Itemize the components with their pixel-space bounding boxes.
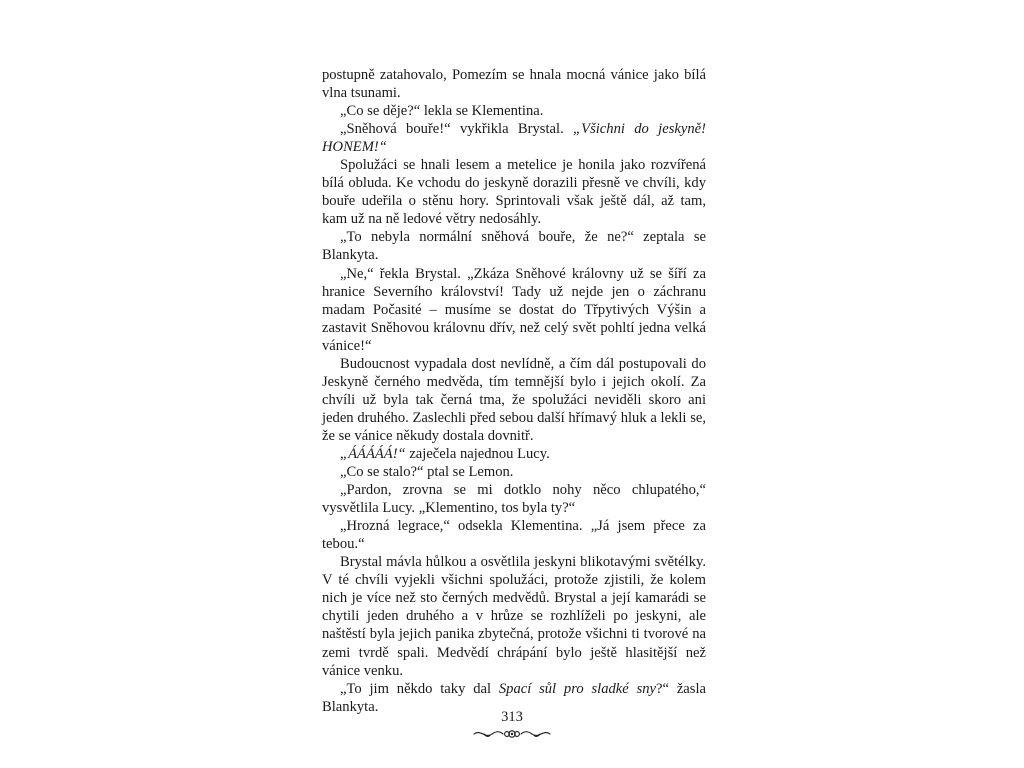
paragraph [322,156,706,228]
paragraph [322,102,706,120]
text-run: ?“ žasla Blankyta. [322,680,706,715]
paragraph [322,228,706,264]
text-run: Spolužáci se hnali lesem a metelice je honila jako rozvířená bílá obluda. Ke vchodu do jeskyně dorazili přesně ve chvíli, kdy bouře udeřila o stěnu hory. Sprintovali však ještě dál, až tam, kam už na ně ledové větry nedosáhly. [322,157,706,228]
italic-text: Spací sůl pro sladké sny [498,680,657,697]
paragraph [322,355,706,445]
paragraph [322,553,706,679]
text-run: „Sněhová bouře!“ vykřikla Brystal. [340,121,574,138]
text-run: „To nebyla normální sněhová bouře, že ne?“ zeptala se Blankyta. [322,229,706,264]
text-run: „To jim někdo taky dal [340,680,499,697]
text-run: zaječela najednou Lucy. [405,445,550,462]
italic-text: „Všichni do jeskyně! HONEM!“ [322,121,706,156]
text-run: „Co se děje?“ lekla se Klementina. [340,103,544,120]
paragraph [322,445,706,463]
text-run: „Co se stalo?“ ptal se Lemon. [340,464,514,481]
paragraph [322,517,706,553]
paragraph [322,463,706,481]
paragraph [322,265,706,355]
italic-text: „ÁÁÁÁÁ!“ [340,445,406,462]
text-run: „Pardon, zrovna se mi dotklo nohy něco chlupatého,“ vysvětlila Lucy. „Klementino, tos byla ty?“ [322,482,706,517]
text-run: Budoucnost vypadala dost nevlídně, a čím dál postupovali do Jeskyně černého medvěda, tím temnější bylo i jejich okolí. Za chvíli už byla tak černá tma, že spolužáci neviděli skoro ani jeden druhého. Zaslechli před sebou další hřímavý hluk a lekli se, že se vánice někudy dostala dovnitř. [322,355,706,444]
text-run: Brystal mávla hůlkou a osvětlila jeskyni blikotavými světélky. V té chvíli vyjekli všichni spolužáci, protože zjistili, že kolem nich je více než sto černých medvědů. Brystal a její kamarádi se chytili jeden druhého a v hrůze se rozhlíželi po jeskyni, ale naštěstí byla jejich panika zbytečná, protože všichni ti tvorové na zemi tvrdě spali. Medvědí chrápání bylo ještě hlasitější než vánice venku. [322,554,706,679]
text-run: „Ne,“ řekla Brystal. „Zkáza Sněhové královny už se šíří za hranice Severního království! Tady už nejde jen o záchranu madam Počasité – musíme se dostat do Třpytivých Výšin a zastavit Sněhovou královnu dřív, než celý svět pohltí jedna velká vánice!“ [322,265,706,354]
paragraph [322,66,706,102]
text-run: „Hrozná legrace,“ odsekla Klementina. „Já jsem přece za tebou.“ [322,518,706,553]
page-number: 313 [501,709,523,725]
paragraph [322,120,706,156]
flourish-ornament-icon [472,728,552,740]
paragraph [322,481,706,517]
text-run: postupně zatahovalo, Pomezím se hnala mocná vánice jako bílá vlna tsunami. [322,67,706,102]
body-text [322,66,706,716]
